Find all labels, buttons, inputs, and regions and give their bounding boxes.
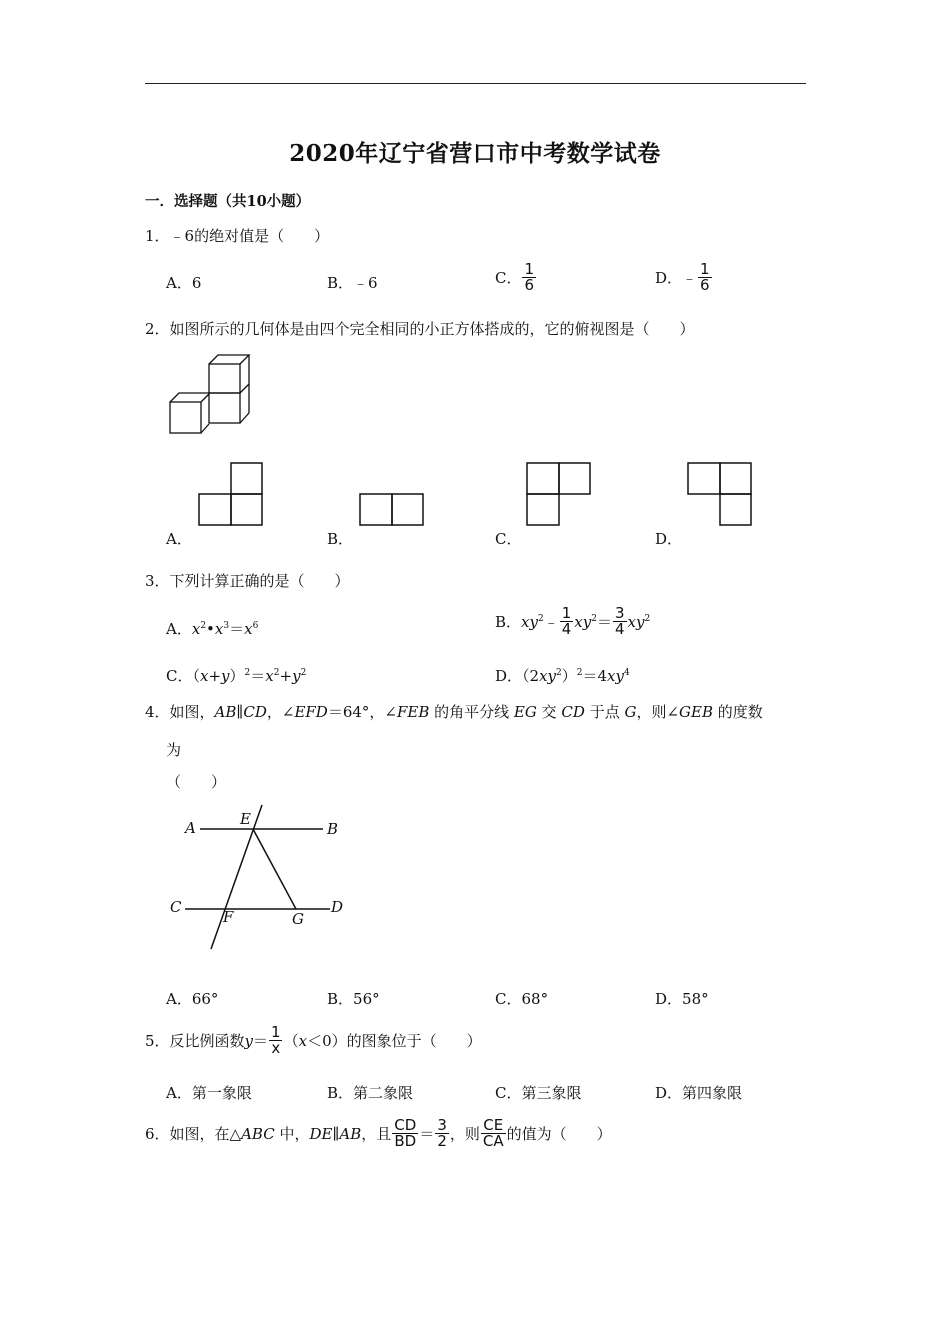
q4-option-b: B．56° [327,990,380,1008]
q6-fraction-ce-ca [481,1118,506,1149]
point-label-d: D [331,898,344,916]
header-rule [145,83,806,84]
fraction-numerator: 1 [271,1023,281,1041]
question-6-stem: 6．如图，在△ABC 中，DE∥AB，且 $\frac{CD}{BD}$ ＝ $\frac{3}{2}$ ，则 $\frac{CE}{CA}$ 的值为（ ） [145,1116,612,1150]
q4-stem-line-2: 为 [166,741,182,759]
q1-option-c-label: C． [495,269,522,287]
q3-option-a: A．$x^2•x^3=x^6$ [166,620,259,638]
fraction-denominator: 6 [524,276,535,294]
q4-option-d: D．58° [655,990,709,1008]
fraction-numerator: 3 [437,1116,447,1134]
fraction-denominator: 4 [614,620,625,638]
q4-stem-prefix: 4．如图， [145,703,215,721]
q6-fraction-3-2 [435,1118,449,1149]
q4-option-a: A．66° [166,990,219,1008]
fraction-denominator: 4 [561,620,572,638]
point-label-g: G [292,910,304,928]
question-4-stem: 4．如图，AB∥CD，∠EFD＝64°，∠FEB 的角平分线 EG 交 CD 于点 G，则∠GEB 的度数 [145,703,763,721]
q1-option-a: A．6 [166,274,202,292]
fraction-denominator: 2 [437,1132,447,1150]
q2-option-d: D． [655,530,683,548]
q2-solid-figure [160,345,260,445]
bisector-eg [253,829,296,909]
point-label-a: A [185,819,196,837]
q5-option-d: D．第四象限 [655,1084,743,1102]
q5-option-c: C．第三象限 [495,1084,582,1102]
question-2-stem: 2．如图所示的几何体是由四个完全相同的小正方体搭成的，它的俯视图是（ ） [145,320,695,338]
q5-stem-prefix: 5．反比例函数 [145,1032,245,1050]
q1-option-d [655,262,713,293]
fraction-numerator: CE [483,1116,504,1134]
q1-option-b: B．﹣6 [327,274,378,292]
fraction-denominator: x [271,1039,281,1057]
fraction-numerator: 1 [524,260,535,278]
q4-stem-suffix: 的度数 [717,703,763,721]
q4-geometry-figure [165,800,355,955]
fraction-denominator: BD [394,1132,417,1150]
q2-option-b: B． [327,530,354,548]
q3-option-c-label: C． [166,667,193,685]
q1-option-c [495,262,537,293]
q4-option-c: C．68° [495,990,549,1008]
q2-option-d-drawing [687,462,753,527]
q5-option-a: A．第一象限 [166,1084,252,1102]
fraction-numerator: 1 [561,604,572,622]
fraction-numerator: 3 [614,604,625,622]
q6-stem-suffix: 的值为（ ） [506,1125,612,1143]
q3-option-b-fraction-2 [613,606,627,637]
point-label-e: E [240,810,251,828]
point-label-c: C [170,898,182,916]
fraction-denominator: CA [482,1132,504,1150]
q3-option-a-label: A． [166,620,192,638]
q3-option-c: C．$(x+y)^2=x^2+y^2$ [166,667,307,685]
q3-option-b: B．$xy^2﹣$ $\frac{1}{4}$ $xy^2=$ $\frac{3}{4}$ $xy^2$ [495,604,651,638]
fraction-denominator: 6 [700,276,710,294]
q6-stem-prefix: 6．如图，在△ [145,1125,242,1143]
q5-fraction [269,1025,283,1056]
q3-option-d-label: D． [495,667,523,685]
question-3-stem: 3．下列计算正确的是（ ） [145,572,350,590]
q3-option-b-label: B． [495,613,522,631]
q1-option-c-fraction [522,262,536,293]
q1-option-d-label: D． [655,269,683,287]
section-heading: 一．选择题（共10小题） [145,193,311,210]
q2-option-c: C． [495,530,522,548]
q6-fraction-cd-bd [392,1118,418,1149]
q5-stem-suffix: 的图象位于（ ） [346,1032,482,1050]
question-1-stem: 1．﹣6的绝对值是（ ） [145,227,330,245]
fraction-numerator: CD [394,1116,417,1134]
fraction-numerator: 1 [700,260,710,278]
point-label-f: F [223,908,234,926]
q2-option-a-drawing [198,462,264,527]
point-label-b: B [327,820,339,838]
q3-option-d: D．$(2xy^2)^2=4xy^4$ [495,667,630,685]
q2-option-b-drawing [359,493,425,527]
q4-stem-line-3: （ ） [166,773,227,791]
question-5-stem: 5．反比例函数y＝ $\frac{1}{x}$ （x＜0）的图象位于（ ） [145,1023,482,1057]
q3-option-b-fraction-1 [560,606,574,637]
transversal-ef [211,805,262,949]
q5-option-b: B．第二象限 [327,1084,414,1102]
page-title: 2020年辽宁省营口市中考数学试卷 [289,140,661,167]
q1-option-d-sign: ﹣ [682,269,698,287]
q2-option-c-drawing [526,462,592,527]
q1-option-d-fraction [698,262,712,293]
q2-option-a: A． [166,530,192,548]
